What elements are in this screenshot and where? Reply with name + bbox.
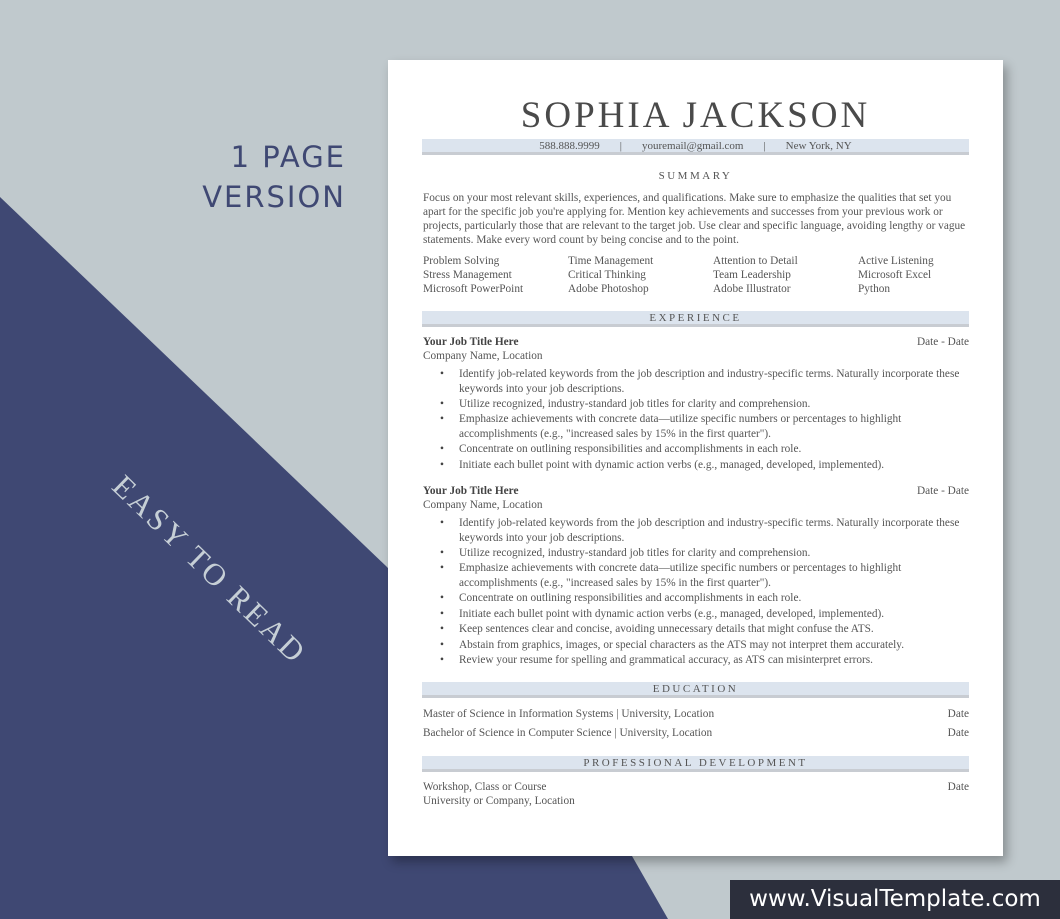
contact-bar [422,139,969,155]
separator: | [619,140,622,152]
job-title: Your Job Title Here [423,485,519,497]
phone: 588.888.9999 [539,140,600,152]
resume-name: SOPHIA JACKSON [520,95,871,136]
skill-item: Microsoft PowerPoint [423,283,524,295]
education-heading: EDUCATION [422,682,969,698]
job-bullet: • Review your resume for spelling and grammatical accuracy, as ATS can misinterpret errors. [423,653,969,668]
education-degree: Bachelor of Science in Computer Science | University, Location [423,727,713,739]
easy-to-read-label: EASY TO READ [105,468,315,671]
promo-line-1: 1 PAGE [230,140,346,174]
pd-item [423,780,969,808]
education-item [423,707,969,721]
job-bullet: • Emphasize achievements with concrete data—utilize specific numbers or percentages to highlight accomplishments (e.g., "increased sales by 15% in the first quarter"). [423,412,969,441]
job-bullet: • Initiate each bullet point with dynamic action verbs (e.g., managed, developed, implemented). [423,607,969,622]
job-bullet: • Abstain from graphics, images, or special characters as the ATS may not interpret them accurately. [423,638,969,653]
job-bullet: • Utilize recognized, industry-standard job titles for clarity and comprehension. [423,546,969,561]
job-bullet: • Initiate each bullet point with dynamic action verbs (e.g., managed, developed, implemented). [423,458,969,473]
pd-date: Date [947,781,969,793]
skill-item: Adobe Illustrator [713,283,791,295]
skill-item: Attention to Detail [713,255,798,267]
summary-heading: SUMMARY [658,170,733,182]
location: New York, NY [785,140,852,152]
professional-development-heading: PROFESSIONAL DEVELOPMENT [422,756,969,772]
job-bullet: • Identify job-related keywords from the job description and industry-specific terms. Naturally incorporate these keywords into your job descriptions. [423,516,969,545]
job-bullet: • Keep sentences clear and concise, avoiding unnecessary details that might confuse the ATS. [423,622,969,637]
job-company: Company Name, Location [423,350,543,362]
skill-item: Stress Management [423,269,512,281]
job-bullet: • Utilize recognized, industry-standard job titles for clarity and comprehension. [423,397,969,412]
job-entry [423,335,969,473]
website-banner[interactable]: www.VisualTemplate.com [730,880,1060,919]
education-date: Date [947,708,969,720]
job-bullets [423,367,969,472]
promo-line-2: VERSION [202,180,346,214]
job-bullets [423,516,969,668]
skill-item: Time Management [568,255,654,267]
email: youremail@gmail.com [642,140,744,152]
summary-text: Focus on your most relevant skills, experiences, and qualifications. Make sure to emphasize the qualities that set you apart for the specific job you're applying for. Mention key achievements and successes from your previous work or projects, particularly those that are relevant to the target job. Use clear and specific language, avoiding lengthy or vague statements. Make every word count by being concise and to the point. [423,192,966,246]
education-degree: Master of Science in Information Systems | University, Location [423,708,715,720]
skill-item: Active Listening [858,255,934,267]
education-item [423,726,969,740]
skill-item: Problem Solving [423,255,500,267]
resume-page [388,60,1003,856]
separator: | [763,140,766,152]
job-entry [423,484,969,668]
job-company: Company Name, Location [423,499,543,511]
job-bullet: • Identify job-related keywords from the job description and industry-specific terms. Naturally incorporate these keywords into your job descriptions. [423,367,969,396]
skill-item: Microsoft Excel [858,269,932,281]
job-bullet: • Concentrate on outlining responsibilities and accomplishments in each role. [423,591,969,606]
job-date: Date - Date [916,485,969,497]
education-date: Date [947,727,969,739]
experience-heading: EXPERIENCE [422,311,969,327]
job-title: Your Job Title Here [423,336,519,348]
job-bullet: • Concentrate on outlining responsibilities and accomplishments in each role. [423,442,969,457]
skill-item: Adobe Photoshop [568,283,649,295]
pd-course: Workshop, Class or Course [423,781,547,793]
skill-item: Team Leadership [713,269,791,281]
job-bullet: • Emphasize achievements with concrete data—utilize specific numbers or percentages to highlight accomplishments (e.g., "increased sales by 15% in the first quarter"). [423,561,969,590]
skill-item: Python [858,283,891,295]
job-date: Date - Date [916,336,969,348]
pd-org: University or Company, Location [423,795,575,807]
skill-item: Critical Thinking [568,269,646,281]
